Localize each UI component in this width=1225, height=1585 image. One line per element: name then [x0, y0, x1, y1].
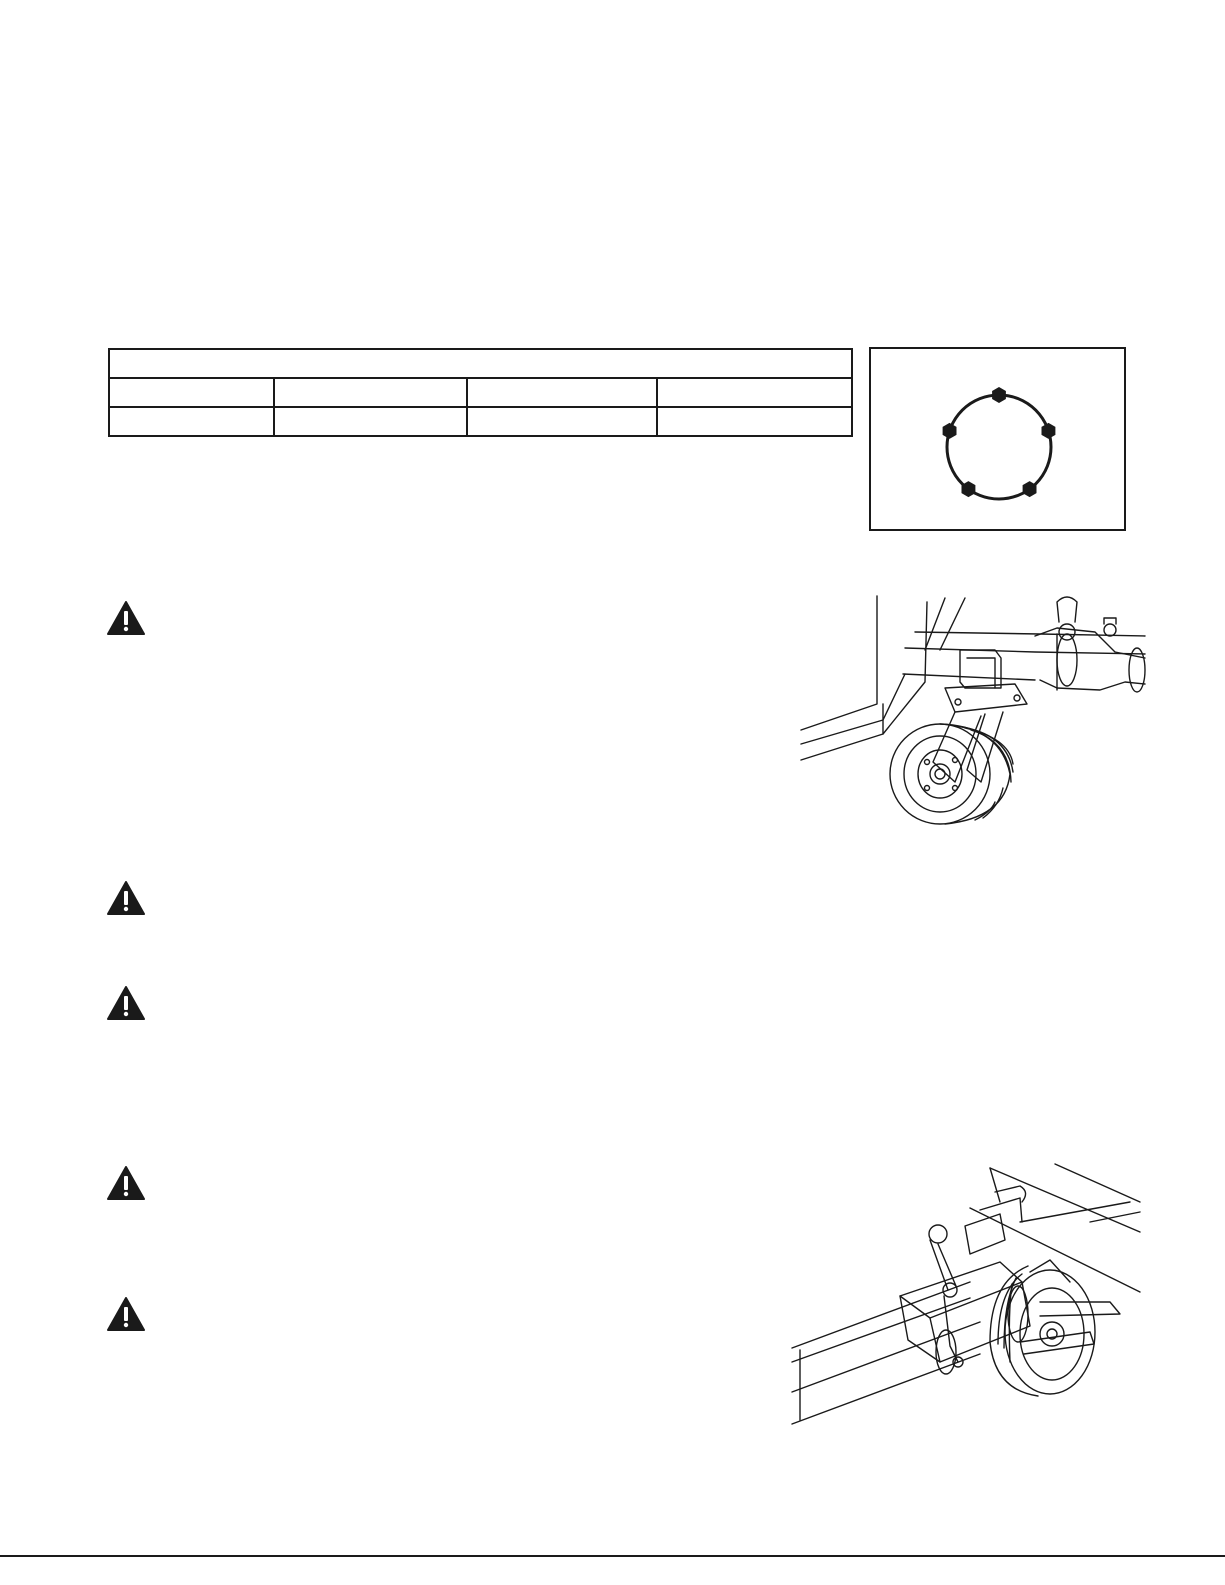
lug-nut-icon	[1042, 423, 1056, 439]
table-value-cell	[109, 407, 274, 436]
lug-pattern-figure	[869, 347, 1126, 531]
table-header-row	[109, 349, 852, 378]
torque-spec-table	[108, 348, 853, 437]
warning-triangle-icon	[106, 1165, 146, 1201]
table-column-row	[109, 378, 852, 407]
warning-triangle-icon	[106, 1296, 146, 1332]
wheel-hub-circle	[947, 395, 1051, 499]
table-column-cell	[109, 378, 274, 407]
table-column-cell	[274, 378, 467, 407]
table-value-row	[109, 407, 852, 436]
table-value-cell	[657, 407, 852, 436]
table-value-cell	[467, 407, 657, 436]
warning-triangle-icon	[106, 985, 146, 1021]
warning-triangle-icon	[106, 600, 146, 636]
page-footer-rule	[0, 1555, 1225, 1557]
caster-wheel-illustration	[795, 592, 1150, 832]
table-column-cell	[657, 378, 852, 407]
hitch-caster-illustration	[790, 1162, 1145, 1432]
lug-nut-icon	[992, 387, 1006, 403]
table-value-cell	[274, 407, 467, 436]
lug-pattern-diagram	[871, 349, 1124, 529]
lug-nut-icon	[943, 423, 957, 439]
warning-triangle-icon	[106, 880, 146, 916]
table-column-cell	[467, 378, 657, 407]
table-title-cell	[109, 349, 852, 378]
